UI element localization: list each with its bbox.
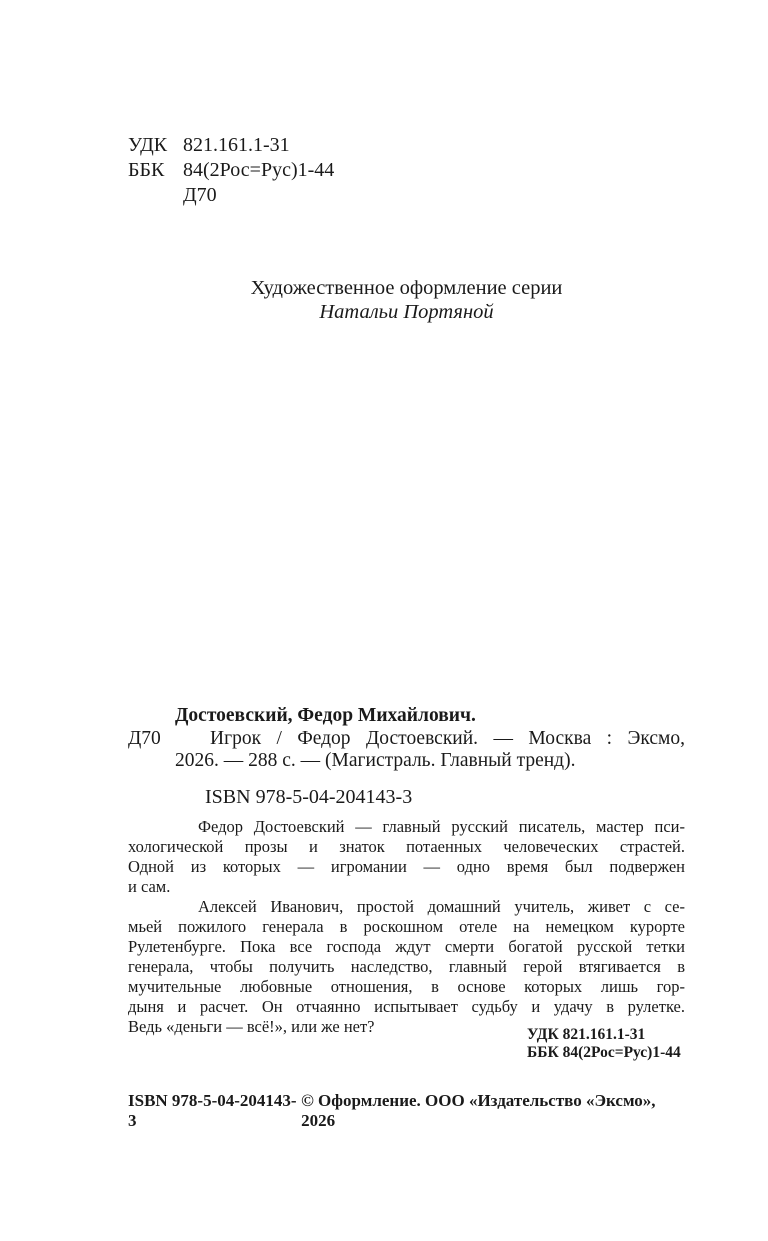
series-credit-line1: Художественное оформление серии	[250, 277, 563, 299]
author-code: Д70	[183, 184, 217, 206]
annotation-line: Алексей Иванович, простой домашний учитель, живет с се-	[198, 897, 685, 916]
catalog-body	[128, 728, 685, 773]
annotation-line: дыня и расчет. Он отчаянно испытывает судьбу и удачу в рулетке.	[128, 997, 685, 1016]
annotation-line: и сам.	[128, 877, 171, 896]
catalog-author: Достоевский, Федор Михайлович.	[175, 705, 476, 726]
annotation-line: генерала, чтобы получить наследство, главный герой втягивается в	[128, 957, 685, 976]
catalog-code: Д70	[128, 727, 161, 749]
udk-label: УДК	[128, 134, 168, 156]
udk-bottom: УДК 821.161.1-31	[527, 1026, 646, 1043]
annotation-line: Рулетенбурге. Пока все господа ждут смерти богатой русской тетки	[128, 937, 685, 956]
isbn-catalog: ISBN 978-5-04-204143-3	[205, 786, 413, 808]
annotation-line: Федор Достоевский — главный русский писатель, мастер пси-	[198, 817, 685, 836]
catalog-entry	[128, 705, 685, 773]
bbk-label: ББК	[128, 159, 165, 181]
annotation-line: мьей пожилого генерала в роскошном отеле на немецком курорте	[128, 917, 685, 936]
annotation-line: Ведь «деньги — всё!», или же нет?	[128, 1017, 375, 1036]
udk-value: 821.161.1-31	[183, 134, 290, 156]
annotation-line: мучительные любовные отношения, в основе которых лишь гор-	[128, 977, 685, 996]
bbk-row	[128, 158, 334, 183]
author-code-row	[128, 183, 334, 208]
udk-row	[128, 133, 334, 158]
annotation	[128, 817, 685, 1037]
series-design-credit	[128, 276, 685, 324]
series-credit-designer: Натальи Портяной	[319, 301, 494, 323]
bbk-value: 84(2Рос=Рус)1-44	[183, 159, 335, 181]
annotation-line: хологической прозы и знаток потаенных человеческих страстей.	[128, 837, 685, 856]
bbk-bottom: ББК 84(2Рос=Рус)1-44	[527, 1043, 681, 1061]
classification-codes-bottom	[527, 1026, 681, 1061]
catalog-line1: Игрок / Федор Достоевский. — Москва : Эксмо,	[210, 727, 685, 749]
isbn-footer: ISBN 978-5-04-204143-3	[128, 1091, 297, 1130]
catalog-line2: 2026. — 288 с. — (Магистраль. Главный тренд).	[175, 750, 576, 771]
annotation-line: Одной из которых — игромании — одно время был подвержен	[128, 857, 685, 876]
copyright-notice: © Оформление. ООО «Издательство «Эксмо», 2026	[301, 1091, 656, 1130]
footer-line	[128, 1091, 685, 1131]
classification-codes-top	[128, 133, 334, 208]
